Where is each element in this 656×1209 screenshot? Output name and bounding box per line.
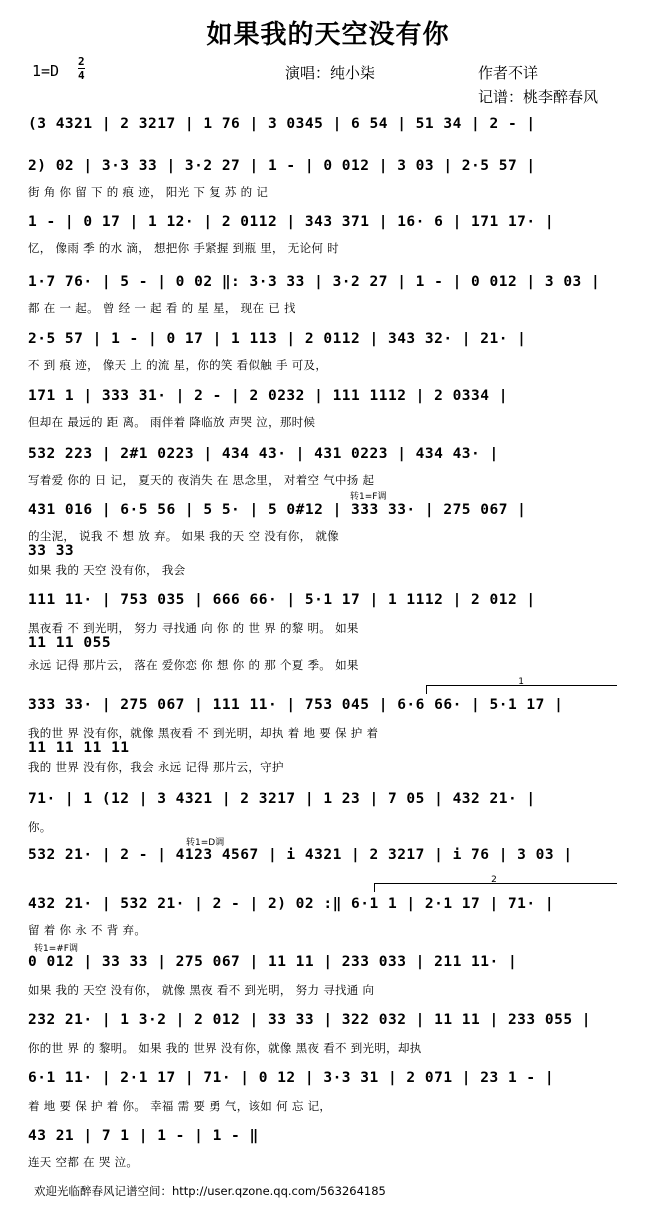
- modulation-mark: 转1=#F调: [34, 944, 78, 954]
- volta-bracket: [426, 677, 617, 694]
- time-top: 2: [78, 55, 85, 68]
- notation-line: 11 11 055: [28, 635, 112, 651]
- lyric-line: 都 在 一 起。 曾 经 一 起 看 的 星 星， 现在 已 找: [28, 301, 296, 315]
- notation-line: 171 1 | 333 31· | 2 - | 2 0232 | 111 1112 | 2 0334 |: [28, 388, 508, 404]
- lyric-line: 连天 空都 在 哭 泣。: [28, 1155, 139, 1169]
- notation-line: 232 21· | 1 3·2 | 2 012 | 33 33 | 322 032 | 11 11 | 233 055 |: [28, 1012, 592, 1028]
- notation-line: 2·5 57 | 1 - | 0 17 | 1 113 | 2 0112 | 343 32· | 21· |: [28, 331, 527, 347]
- notation-line: 43 21 | 7 1 | 1 - | 1 - ‖: [28, 1128, 259, 1144]
- lyric-line: 我的 世界 没有你，我会 永远 记得 那片云，守护: [28, 760, 284, 774]
- singer: 演唱：纯小柒: [285, 64, 376, 82]
- key-signature: 1=D: [32, 62, 60, 80]
- footer-credit: 欢迎光临醉春风记谱空间：http://user.qzone.qq.com/563264185: [34, 1184, 386, 1198]
- notation-line: (3 4321 | 2 3217 | 1 76 | 3 0345 | 6 54 | 51 34 | 2 - |: [28, 116, 536, 132]
- notation-line: 111 11· | 753 035 | 666 66· | 5·1 17 | 1 1112 | 2 012 |: [28, 592, 536, 608]
- notation-line: 432 21· | 532 21· | 2 - | 2) 02 :‖ 6·1 1 | 2·1 17 | 71· |: [28, 896, 555, 912]
- notation-line: 71· | 1 (12 | 3 4321 | 2 3217 | 1 23 | 7 05 | 432 21· |: [28, 791, 536, 807]
- notation-line: 1 - | 0 17 | 1 12· | 2 0112 | 343 371 | 16· 6 | 171 17· |: [28, 214, 555, 230]
- lyric-line: 街 角 你 留 下 的 痕 迹， 阳光 下 复 苏 的 记: [28, 185, 269, 199]
- time-bottom: 4: [78, 69, 85, 82]
- lyricist: 记谱：桃李醉春风: [478, 88, 599, 106]
- lyric-line: 但却在 最远的 距 离。 雨伴着 降临放 声哭 泣，那时候: [28, 415, 316, 429]
- lyric-line: 你。: [28, 820, 52, 834]
- composer: 作者不详: [478, 64, 539, 82]
- notation-line: 431 016 | 6·5 56 | 5 5· | 5 0#12 | 333 33· | 275 067 |: [28, 502, 527, 518]
- notation-line: 2) 02 | 3·3 33 | 3·2 27 | 1 - | 0 012 | 3 03 | 2·5 57 |: [28, 158, 536, 174]
- lyric-line: 如果 我的 天空 没有你， 我会: [28, 563, 186, 577]
- volta-number: 1: [518, 677, 524, 687]
- notation-line: 33 33: [28, 543, 75, 559]
- notation-line: 532 223 | 2#1 0223 | 434 43· | 431 0223 | 434 43· |: [28, 446, 499, 462]
- lyric-line: 黑夜看 不 到光明， 努力 寻找通 向 你 的 世 界 的黎 明。 如果: [28, 621, 359, 635]
- lyric-line: 如果 我的 天空 没有你， 就像 黑夜 看不 到光明， 努力 寻找通 向: [28, 983, 375, 997]
- lyric-line: 不 到 痕 迹， 像天 上 的流 星，你的笑 看似触 手 可及，: [28, 358, 328, 372]
- song-title: 如果我的天空没有你: [206, 20, 450, 50]
- lyric-line: 忆， 像雨 季 的水 滴， 想把你 手紧握 到瓶 里， 无论何 时: [28, 241, 339, 255]
- lyric-line: 写着爱 你的 日 记， 夏天的 夜消失 在 思念里， 对着空 气中扬 起: [28, 473, 375, 487]
- notation-line: 6·1 11· | 2·1 17 | 71· | 0 12 | 3·3 31 | 2 071 | 23 1 - |: [28, 1070, 555, 1086]
- lyric-line: 你的世 界 的 黎明。 如果 我的 世界 没有你，就像 黑夜 看不 到光明，却执: [28, 1041, 422, 1055]
- notation-line: 11 11 11 11: [28, 740, 130, 756]
- notation-line: 0 012 | 33 33 | 275 067 | 11 11 | 233 033 | 211 11· |: [28, 954, 518, 970]
- lyric-line: 的尘泥， 说我 不 想 放 弃。 如果 我的天 空 没有你， 就像: [28, 529, 339, 543]
- time-signature: [78, 56, 85, 81]
- modulation-mark: 转1=F调: [350, 492, 387, 502]
- volta-bracket: [374, 875, 617, 892]
- modulation-mark: 转1=D调: [186, 838, 225, 848]
- notation-line: 333 33· | 275 067 | 111 11· | 753 045 | 6·6 66· | 5·1 17 |: [28, 697, 564, 713]
- lyric-line: 永远 记得 那片云， 落在 爱你恋 你 想 你 的 那 个夏 季。 如果: [28, 658, 359, 672]
- lyric-line: 着 地 要 保 护 着 你。 幸福 需 要 勇 气，该如 何 忘 记，: [28, 1099, 332, 1113]
- lyric-line: 我的世 界 没有你，就像 黑夜看 不 到光明，却执 着 地 要 保 护 着: [28, 726, 379, 740]
- lyric-line: 留 着 你 永 不 背 弃。: [28, 923, 147, 937]
- notation-line: 1·7 76· | 5 - | 0 02 ‖: 3·3 33 | 3·2 27 | 1 - | 0 012 | 3 03 |: [28, 274, 601, 290]
- volta-number: 2: [491, 875, 497, 885]
- notation-line: 532 21· | 2 - | 4123 4567 | i 4321 | 2 3217 | i 76 | 3 03 |: [28, 847, 573, 863]
